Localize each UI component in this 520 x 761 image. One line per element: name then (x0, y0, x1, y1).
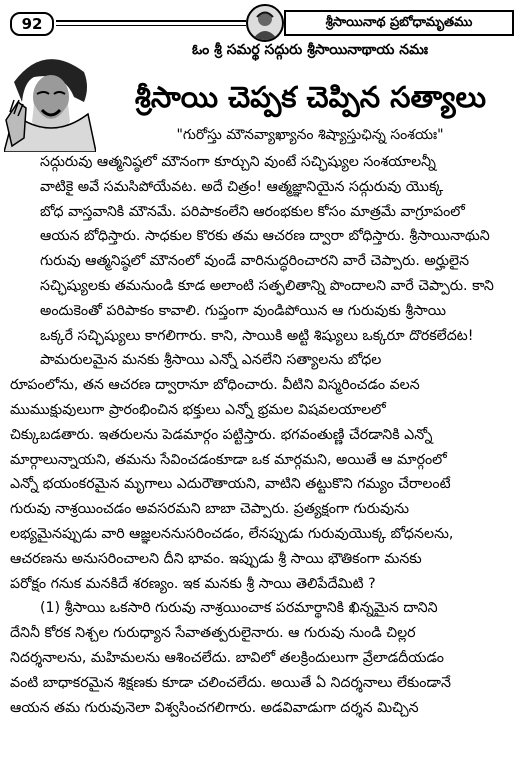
text-line: ఒక్కరే సచ్ఛిష్యులు కాగలిగారు. కాని, సాయికి అట్టి శిష్యులు ఒక్కరూ దొరకలేదట! (40, 327, 474, 344)
invocation-line: ఓం శ్రీ సమర్థ సద్గురు శ్రీసాయినాథాయ నమః (191, 42, 429, 58)
text-line: ముముక్షువులుగా ప్రారంభించిన భక్తులు ఎన్నో భ్రమల విషవలయాలలో (10, 401, 386, 418)
text-line: వంటి బాధాకరమైన శిక్షణకు కూడా చలించలేదు. అయితే ఏ నిదర్శనాలు లేకుండానే (10, 674, 451, 691)
body-text (10, 150, 512, 720)
page-number: 92 (10, 12, 54, 36)
text-line: వాటికై అవే సమసిపోయేవట. అదే చిత్రం! ఆత్మజ్ఞానియైన సద్గురువు యొక్క (40, 178, 444, 195)
text-line: దేనినీ కోరక నిశ్చల గురుధ్యాన సేవాతత్పరులైనారు. ఆ గురువు నుండి చిల్లర (10, 625, 416, 642)
text-line: ఆయన తమ గురువునెలా విశ్వసించగలిగారు. అడవివాడుగా దర్శన మిచ్చిన (10, 699, 419, 716)
text-line: ఆయన బోధిస్తారు. సాధకుల కొరకు తమ ఆచరణ ద్వారా బోధిస్తారు. శ్రీసాయినాథుని (40, 228, 490, 245)
header-rule-thin (56, 25, 246, 26)
sanskrit-quote: "గురోస్తు మౌనవ్యాఖ్యానం శిష్యాస్తుఛిన్న సంశయః" (176, 127, 444, 143)
text-line: మార్గాలున్నాయని, తమను సేవించడంకూడా ఒక మార్గమని, అయితే ఆ మార్గంలో (10, 451, 447, 468)
text-line: పరోక్షం గనుక మనకిదే శరణ్యం. ఇక మనకు శ్రీ సాయి తెలిపేదేమిటి ? (10, 575, 376, 592)
page-header (6, 6, 512, 36)
text-line: గురువు ఆత్మనిష్ఠలో మౌనంలో వుండే వారినుద్ధరించారని వారే చెప్పారు. అర్హులైన (40, 253, 470, 270)
text-line: (1) శ్రీసాయి ఒకసారి గురువు నాశ్రయించాక పరమార్థానికి ఖిన్నమైన దానిని (40, 600, 438, 617)
header-rule (56, 20, 246, 22)
header-portrait-icon (246, 4, 284, 42)
running-book-title: శ్రీసాయినాథ ప్రబోధామృతము (284, 10, 514, 36)
paragraph (10, 150, 512, 348)
text-line: అందుకెంతో పరిపాకం కావాలి. గుప్తంగా వుండిపోయిన ఆ గురువుకు శ్రీసాయి (40, 302, 446, 319)
text-line: పామరులమైన మనకు శ్రీసాయి ఎన్నో ఎనలేని సత్యాలను బోధల (40, 352, 382, 369)
text-line: సచ్ఛిష్యులకు తమనుండి కూడ అలాంటి సత్ఫలితాన్ని పొందాలని వారే చెప్పారు. కాని (40, 277, 494, 294)
sai-baba-portrait-image (4, 42, 96, 152)
text-line: సద్గురువు ఆత్మనిష్ఠలో మౌనంగా కూర్చుని వుంటే సచ్ఛిష్యుల సంశయాలన్నీ (40, 154, 436, 170)
text-line: ఆచరణను అనుసరించాలని దీని భావం. ఇప్పుడు శ్రీ సాయి భౌతికంగా మనకు (10, 550, 422, 567)
text-line: లభ్యమైనప్పుడు వారి ఆజ్ఞలననుసరించడం, లేనప్పుడు గురువుయొక్క బోధనలను, (10, 525, 454, 542)
paragraph (10, 348, 512, 596)
text-line: బోధ వాస్తవానికి మౌనమే. పరిపాకంలేని ఆరంభకుల కోసం మాత్రమే వాగ్రూపంలో (40, 203, 465, 220)
paragraph (10, 596, 512, 720)
chapter-title: శ్రీసాయి చెప్పక చెప్పిన సత్యాలు (134, 80, 487, 114)
text-line: రూపంలోను, తన ఆచరణ ద్వారానూ బోధించారు. వీటిని విస్మరించడం వలన (10, 377, 420, 394)
text-line: గురువు నాశ్రయించడం అవసరమని బాబా చెప్పారు. ప్రత్యక్షంగా గురువును (10, 501, 410, 518)
text-line: చిక్కుబడతారు. ఇతరులను పెడమార్గం పట్టిస్తారు. భగవంతుణ్ణి చేరడానికి ఎన్నో (10, 426, 433, 443)
text-line: ఎన్నో భయంకరమైన మృగాలు ఎదురౌతాయని, వాటిని తట్టుకొని గమ్యం చేరాలంటే (10, 476, 451, 493)
text-line: నిదర్శనాలను, మహిమలను ఆశించలేదు. బావిలో తలక్రిందులుగా వ్రేలాడదీయడం (10, 649, 444, 666)
